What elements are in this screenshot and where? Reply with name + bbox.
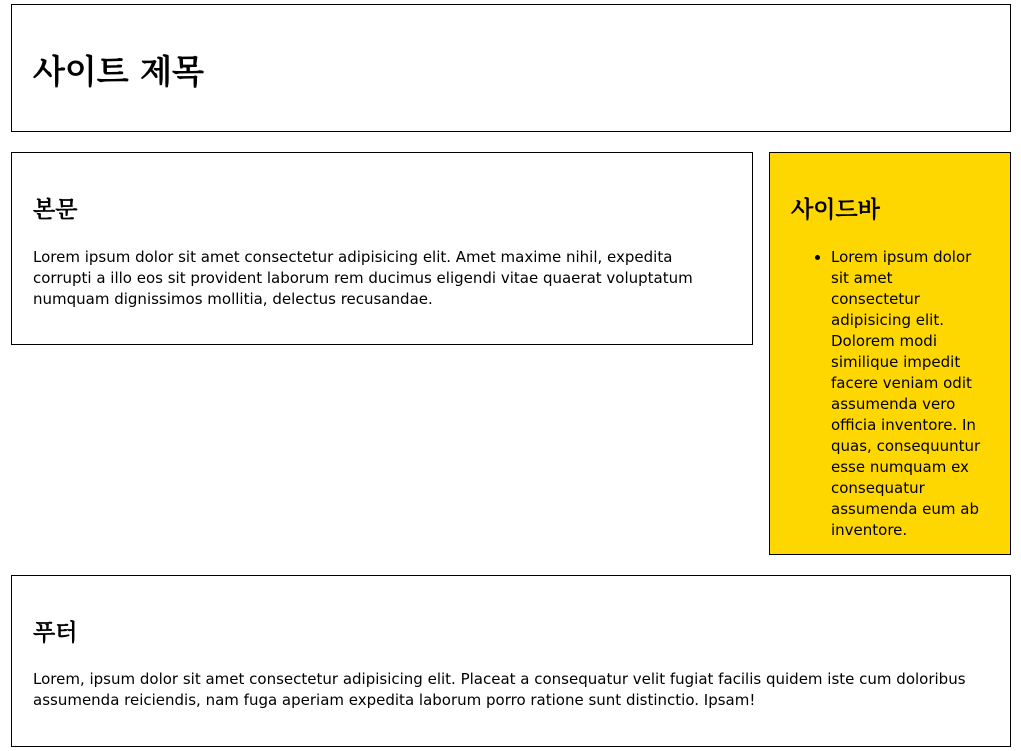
footer-text: Lorem, ipsum dolor sit amet consectetur adipisicing elit. Placeat a consequatur velit fugiat facilis quidem iste cum doloribus assumenda reiciendis, nam fuga aperiam expedita laborum porro ratione sunt distinctio. Ipsam! (33, 670, 966, 709)
footer-heading: 푸터 (33, 620, 78, 646)
main-text: Lorem ipsum dolor sit amet consectetur adipisicing elit. Amet maxime nihil, expedita corrupti a illo eos sit provident laborum rem ducimus eligendi vitae quaerat voluptatum numquam dignissimos mollitia, delectus recusandae. (33, 248, 693, 308)
main-content (11, 152, 753, 345)
site-header (11, 4, 1011, 132)
sidebar (769, 152, 1011, 555)
site-footer (11, 575, 1011, 747)
sidebar-list (791, 247, 981, 541)
sidebar-list-item: • Lorem ipsum dolor sit amet consectetur adipisicing elit. Dolorem modi similique impedit facere veniam odit assumenda vero officia inventore. In quas, consequuntur esse numquam ex consequatur assumenda eum ab inventore. (831, 247, 981, 541)
main-heading: 본문 (33, 197, 78, 223)
sidebar-heading: 사이드바 (791, 197, 880, 223)
site-title: 사이트 제목 (33, 52, 204, 91)
